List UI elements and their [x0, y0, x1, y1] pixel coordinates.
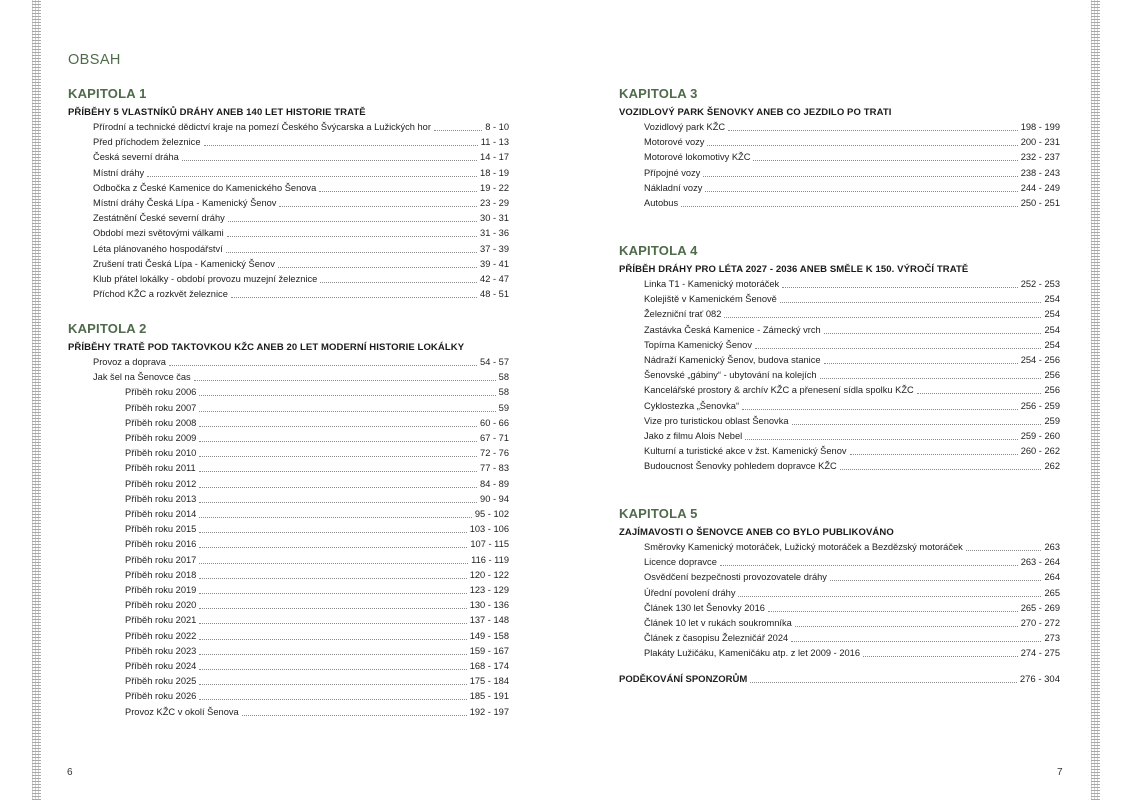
toc-entry-title: Článek 10 let v rukách soukromníka [644, 618, 792, 628]
toc-entry-pages: 59 [498, 402, 509, 413]
toc-entry [644, 293, 1060, 306]
dot-leader [199, 547, 467, 548]
toc-entry-pages: 200 - 231 [1020, 137, 1060, 148]
dot-leader [199, 578, 466, 579]
toc-subentry [125, 675, 509, 688]
toc-entry-title: Budoucnost Šenovky pohledem dopravce KŽC [644, 461, 837, 472]
toc-subentry [125, 599, 509, 612]
chapter-subtitle: PŘÍBĚH DRÁHY PRO LÉTA 2027 - 2036 ANEB SMĚLE K 150. VÝROČÍ TRATĚ [619, 264, 969, 275]
toc-entry-pages: 265 - 269 [1020, 602, 1060, 613]
toc-entry [93, 273, 509, 286]
toc-entry-title: Plakáty Lužičáku, Kameničáku atp. z let 2009 - 2016 [644, 648, 861, 659]
toc-entry [93, 243, 509, 256]
toc-entry-title: Osvědčení bezpečnosti provozovatele dráhy [644, 572, 827, 583]
toc-entry-pages: 252 - 253 [1020, 279, 1060, 289]
toc-entry-title: Příběh roku 2022 [125, 630, 197, 641]
toc-entry [644, 354, 1060, 367]
dot-leader [231, 297, 477, 298]
toc-entry-pages: 244 - 249 [1020, 182, 1060, 193]
toc-subentry [125, 538, 509, 551]
dot-leader [707, 145, 1017, 146]
toc-entry-pages: 72 - 76 [480, 448, 509, 459]
toc-entry [644, 136, 1060, 149]
toc-entry-pages: 256 - 259 [1020, 400, 1060, 411]
dot-leader [824, 333, 1042, 334]
dot-leader [966, 550, 1042, 551]
toc-entry-title: Cyklostezka „Šenovka“ [644, 400, 740, 411]
dot-leader [199, 456, 477, 457]
dot-leader [169, 365, 477, 366]
chapter-subtitle: VOZIDLOVÝ PARK ŠENOVKY ANEB CO JEZDILO PO TRATI [619, 107, 892, 118]
toc-entry-title: Příběh roku 2008 [125, 417, 197, 428]
toc-subentry [125, 569, 509, 582]
page-edge-right [1091, 0, 1100, 800]
toc-entry-title: Článek 130 let Šenovky 2016 [644, 602, 765, 613]
toc-entry-pages: 8 - 10 [485, 122, 509, 132]
dot-leader [780, 302, 1042, 303]
dot-leader [204, 145, 478, 146]
toc-entry-pages: 263 - 264 [1020, 557, 1060, 568]
toc-entry-title: Topírna Kamenický Šenov [644, 339, 753, 350]
toc-entry [644, 445, 1060, 458]
toc-entry [644, 308, 1060, 321]
toc-entry [644, 324, 1060, 337]
toc-entry [93, 258, 509, 271]
dot-leader [199, 426, 477, 427]
dot-leader [194, 380, 496, 381]
toc-subentry [125, 690, 509, 703]
toc-entry-pages: 259 - 260 [1020, 431, 1060, 441]
toc-subentry [125, 554, 509, 567]
toc-entry-pages: 58 [498, 387, 509, 398]
toc-entry-title: Příběh roku 2009 [125, 433, 197, 443]
toc-entry-title: Příběh roku 2025 [125, 676, 197, 687]
toc-entry-title: Příchod KŽC a rozkvět železnice [93, 289, 228, 300]
toc-entry [644, 278, 1060, 291]
toc-entry [644, 571, 1060, 584]
dot-leader [745, 439, 1018, 440]
toc-entry-pages: 238 - 243 [1020, 167, 1060, 178]
dot-leader [228, 221, 477, 222]
toc-entry [644, 430, 1060, 443]
dot-leader [742, 409, 1018, 410]
toc-entry-pages: 137 - 148 [469, 615, 509, 626]
toc-entry-title: Motorové vozy [644, 137, 705, 148]
toc-entry-pages: 254 [1044, 294, 1060, 305]
dot-leader [705, 191, 1017, 192]
toc-subentry [125, 523, 509, 536]
toc-entry-title: Kancelářské prostory & archív KŽC a přenesení sídla spolku KŽC [644, 385, 914, 396]
toc-entry [644, 167, 1060, 180]
toc-entry [644, 339, 1060, 352]
chapter-heading: KAPITOLA 5 [619, 506, 698, 521]
toc-subentry [125, 493, 509, 506]
toc-entry [644, 647, 1060, 660]
toc-entry-pages: 273 [1044, 633, 1060, 644]
acknowledgements-pages: 276 - 304 [1019, 674, 1060, 685]
toc-entry-title: Vozidlový park KŽC [644, 122, 726, 132]
toc-entry [644, 460, 1060, 473]
toc-entry-title: Příběh roku 2014 [125, 509, 197, 519]
toc-entry [644, 400, 1060, 413]
dot-leader [863, 656, 1018, 657]
toc-entry-pages: 84 - 89 [480, 478, 509, 489]
toc-entry [644, 415, 1060, 428]
dot-leader [824, 363, 1018, 364]
dot-leader [319, 191, 477, 192]
dot-leader [753, 160, 1017, 161]
toc-subentry [125, 478, 509, 491]
toc-entry-title: Šenovské „gábiny“ - ubytování na kolejích [644, 370, 817, 381]
dot-leader [199, 502, 477, 503]
toc-entry-title: Příběh roku 2023 [125, 645, 197, 656]
toc-entry-pages: 77 - 83 [480, 463, 509, 474]
toc-entry-title: Příběh roku 2016 [125, 539, 197, 550]
toc-entry-pages: 18 - 19 [480, 167, 509, 178]
dot-leader [791, 641, 1041, 642]
toc-entry-title: Místní dráhy Česká Lípa - Kamenický Šenov [93, 198, 277, 208]
toc-entry-title: Jako z filmu Alois Nebel [644, 431, 743, 441]
dot-leader [226, 252, 477, 253]
toc-entry-title: Příběh roku 2024 [125, 661, 197, 671]
toc-subentry [125, 386, 509, 399]
toc-entry-title: Kulturní a turistické akce v žst. Kamenický Šenov [644, 446, 847, 457]
toc-subentry [125, 417, 509, 430]
toc-entry-title: Vize pro turistickou oblast Šenovka [644, 415, 789, 426]
toc-entry [93, 212, 509, 225]
toc-entry-title: Směrovky Kamenický motoráček, Lužický motoráček a Bezdězský motoráček [644, 542, 963, 552]
dot-leader [199, 608, 466, 609]
page-number-right: 7 [1057, 767, 1063, 778]
toc-entry [93, 136, 509, 149]
toc-entry [644, 632, 1060, 645]
acknowledgements-title: PODĚKOVÁNÍ SPONZORŮM [619, 674, 748, 685]
dot-leader [199, 623, 466, 624]
toc-entry-title: Před příchodem železnice [93, 137, 201, 148]
dot-leader [724, 317, 1041, 318]
acknowledgements-entry [619, 673, 1060, 686]
toc-entry [644, 369, 1060, 382]
chapter-heading: KAPITOLA 4 [619, 243, 698, 258]
toc-entry-pages: 175 - 184 [469, 676, 509, 687]
toc-entry-title: Příběh roku 2013 [125, 493, 197, 504]
toc-entry-pages: 168 - 174 [469, 661, 509, 671]
toc-entry-pages: 263 [1044, 542, 1060, 552]
toc-entry-title: Klub přátel lokálky - období provozu muzejní železnice [93, 274, 318, 284]
dot-leader [830, 580, 1042, 581]
toc-entry [644, 617, 1060, 630]
toc-subentry [125, 584, 509, 597]
toc-entry-title: Příběh roku 2019 [125, 585, 197, 595]
toc-entry [644, 121, 1060, 134]
toc-entry [644, 197, 1060, 210]
toc-entry [93, 356, 509, 369]
toc-entry-pages: 256 [1044, 370, 1060, 381]
toc-entry-pages: 254 [1044, 324, 1060, 335]
page-edge-left [32, 0, 41, 800]
toc-entry [644, 541, 1060, 554]
toc-subentry [125, 508, 509, 521]
toc-entry-title: Jak šel na Šenovce čas [93, 372, 191, 383]
toc-subentry [125, 614, 509, 627]
toc-entry-title: Článek z časopisu Železničář 2024 [644, 633, 789, 644]
dot-leader [720, 565, 1018, 566]
toc-entry [93, 288, 509, 301]
toc-entry-title: Linka T1 - Kamenický motoráček [644, 279, 780, 289]
dot-leader [434, 130, 482, 131]
dot-leader [681, 206, 1018, 207]
toc-entry-pages: 30 - 31 [480, 213, 509, 224]
toc-entry-pages: 90 - 94 [480, 493, 509, 504]
toc-entry-pages: 265 [1044, 587, 1060, 598]
toc-entry-title: Licence dopravce [644, 557, 717, 568]
toc-entry [644, 556, 1060, 569]
dot-leader [750, 682, 1017, 683]
toc-title: OBSAH [68, 52, 121, 68]
dot-leader [199, 684, 466, 685]
toc-entry-pages: 264 [1044, 572, 1060, 583]
toc-entry-pages: 256 [1044, 385, 1060, 396]
dot-leader [242, 715, 467, 716]
toc-entry-pages: 58 [498, 372, 509, 383]
toc-entry-pages: 60 - 66 [480, 417, 509, 428]
chapter-heading: KAPITOLA 2 [68, 321, 147, 336]
toc-entry-pages: 270 - 272 [1020, 618, 1060, 628]
toc-entry-pages: 254 - 256 [1020, 355, 1060, 365]
dot-leader [320, 282, 477, 283]
dot-leader [227, 236, 477, 237]
toc-entry-title: Přírodní a technické dědictví kraje na pomezí Českého Švýcarska a Lužických hor [93, 122, 431, 132]
toc-entry-pages: 37 - 39 [480, 243, 509, 254]
chapter-subtitle: ZAJÍMAVOSTI O ŠENOVCE ANEB CO BYLO PUBLIKOVÁNO [619, 527, 894, 538]
toc-entry [644, 182, 1060, 195]
toc-entry-pages: 159 - 167 [469, 645, 509, 656]
toc-entry [93, 227, 509, 240]
toc-entry-pages: 67 - 71 [480, 433, 509, 443]
toc-entry-pages: 198 - 199 [1020, 122, 1060, 132]
toc-entry-title: Provoz KŽC v okolí Šenova [125, 706, 239, 717]
dot-leader [199, 395, 495, 396]
toc-entry-pages: 250 - 251 [1020, 198, 1060, 208]
dot-leader [279, 206, 477, 207]
toc-entry-pages: 31 - 36 [480, 228, 509, 239]
toc-entry [93, 197, 509, 210]
chapter-heading: KAPITOLA 3 [619, 86, 698, 101]
toc-entry [644, 384, 1060, 397]
dot-leader [182, 160, 477, 161]
toc-entry-title: Příběh roku 2021 [125, 615, 197, 626]
toc-entry-title: Autobus [644, 198, 679, 208]
toc-entry-pages: 130 - 136 [469, 600, 509, 611]
toc-entry-title: Odbočka z České Kamenice do Kamenického Šenova [93, 182, 317, 193]
dot-leader [703, 176, 1017, 177]
toc-entry [93, 371, 509, 384]
chapter-subtitle: PŘÍBĚHY TRATĚ POD TAKTOVKOU KŽC ANEB 20 LET MODERNÍ HISTORIE LOKÁLKY [68, 342, 465, 353]
toc-subentry [125, 706, 509, 719]
toc-entry-pages: 39 - 41 [480, 258, 509, 269]
toc-entry-title: Provoz a doprava [93, 357, 166, 367]
toc-subentry [125, 462, 509, 475]
dot-leader [199, 563, 468, 564]
toc-entry [644, 151, 1060, 164]
toc-entry-title: Místní dráhy [93, 167, 145, 178]
toc-entry-title: Nákladní vozy [644, 182, 703, 193]
toc-entry-title: Příběh roku 2015 [125, 524, 197, 535]
toc-entry-pages: 120 - 122 [469, 569, 509, 580]
dot-leader [728, 130, 1018, 131]
toc-subentry [125, 402, 509, 415]
toc-entry-pages: 48 - 51 [480, 289, 509, 300]
toc-entry-pages: 11 - 13 [480, 137, 509, 148]
toc-entry-title: Zastávka Česká Kamenice - Zámecký vrch [644, 324, 821, 335]
dot-leader [820, 378, 1042, 379]
toc-entry-title: Příběh roku 2017 [125, 554, 197, 565]
dot-leader [199, 411, 495, 412]
toc-entry-pages: 116 - 119 [471, 554, 509, 565]
toc-entry-pages: 232 - 237 [1020, 152, 1060, 163]
dot-leader [199, 487, 477, 488]
dot-leader [840, 469, 1042, 470]
toc-entry-pages: 54 - 57 [480, 357, 509, 367]
toc-entry-pages: 254 [1044, 309, 1060, 320]
dot-leader [199, 654, 466, 655]
toc-entry-title: Úřední povolení dráhy [644, 587, 736, 598]
toc-entry [93, 167, 509, 180]
toc-entry-pages: 259 [1044, 415, 1060, 426]
dot-leader [147, 176, 477, 177]
toc-entry-title: Zrušení trati Česká Lípa - Kamenický Šenov [93, 258, 275, 269]
dot-leader [738, 596, 1041, 597]
toc-entry-title: Nádraží Kamenický Šenov, budova stanice [644, 355, 821, 365]
toc-entry-title: Motorové lokomotivy KŽC [644, 152, 751, 163]
toc-entry-title: Kolejiště v Kamenickém Šenově [644, 294, 777, 305]
toc-entry-pages: 149 - 158 [469, 630, 509, 641]
chapter-subtitle: PŘÍBĚHY 5 VLASTNÍKŮ DRÁHY ANEB 140 LET HISTORIE TRATĚ [68, 107, 366, 118]
dot-leader [792, 424, 1042, 425]
toc-entry-pages: 260 - 262 [1020, 446, 1060, 457]
toc-subentry [125, 660, 509, 673]
toc-entry [93, 182, 509, 195]
dot-leader [850, 454, 1018, 455]
toc-subentry [125, 447, 509, 460]
toc-entry-pages: 262 [1044, 461, 1060, 472]
toc-entry-pages: 107 - 115 [470, 539, 509, 550]
toc-entry-pages: 123 - 129 [469, 585, 509, 595]
toc-entry-title: Příběh roku 2006 [125, 387, 197, 398]
toc-entry-title: Zestátnění České severní dráhy [93, 213, 225, 224]
toc-subentry [125, 630, 509, 643]
toc-entry [644, 587, 1060, 600]
toc-entry-pages: 274 - 275 [1020, 648, 1060, 659]
toc-entry-title: Přípojné vozy [644, 167, 701, 178]
toc-subentry [125, 645, 509, 658]
dot-leader [199, 669, 466, 670]
toc-entry-title: Příběh roku 2010 [125, 448, 197, 459]
toc-entry-pages: 192 - 197 [469, 706, 509, 717]
toc-entry-pages: 23 - 29 [480, 198, 509, 208]
toc-entry-title: Příběh roku 2020 [125, 600, 197, 611]
toc-entry-pages: 14 - 17 [480, 152, 509, 163]
dot-leader [199, 532, 466, 533]
dot-leader [755, 348, 1041, 349]
toc-entry-title: Příběh roku 2007 [125, 402, 197, 413]
toc-entry-title: Období mezi světovými válkami [93, 228, 224, 239]
toc-entry [644, 602, 1060, 615]
toc-entry-pages: 254 [1044, 339, 1060, 350]
page-number-left: 6 [67, 767, 73, 778]
dot-leader [199, 471, 477, 472]
dot-leader [199, 639, 466, 640]
toc-entry-title: Česká severní dráha [93, 152, 179, 163]
dot-leader [199, 699, 466, 700]
dot-leader [199, 593, 466, 594]
toc-entry-title: Příběh roku 2012 [125, 478, 197, 489]
dot-leader [782, 287, 1017, 288]
toc-entry [93, 151, 509, 164]
toc-entry-title: Příběh roku 2026 [125, 691, 197, 702]
chapter-heading: KAPITOLA 1 [68, 86, 147, 101]
dot-leader [199, 517, 472, 518]
toc-entry-pages: 103 - 106 [469, 524, 509, 535]
toc-subentry [125, 432, 509, 445]
toc-entry-title: Léta plánovaného hospodářství [93, 243, 223, 254]
toc-entry-title: Železniční trať 082 [644, 309, 722, 320]
toc-entry-title: Příběh roku 2011 [125, 463, 196, 474]
dot-leader [278, 267, 477, 268]
dot-leader [199, 441, 477, 442]
dot-leader [917, 393, 1042, 394]
dot-leader [795, 626, 1018, 627]
dot-leader [768, 611, 1018, 612]
toc-entry-pages: 19 - 22 [480, 182, 509, 193]
toc-entry-title: Příběh roku 2018 [125, 569, 197, 580]
toc-entry-pages: 95 - 102 [474, 509, 509, 519]
toc-entry-pages: 185 - 191 [469, 691, 509, 702]
toc-entry [93, 121, 509, 134]
toc-entry-pages: 42 - 47 [480, 274, 509, 284]
